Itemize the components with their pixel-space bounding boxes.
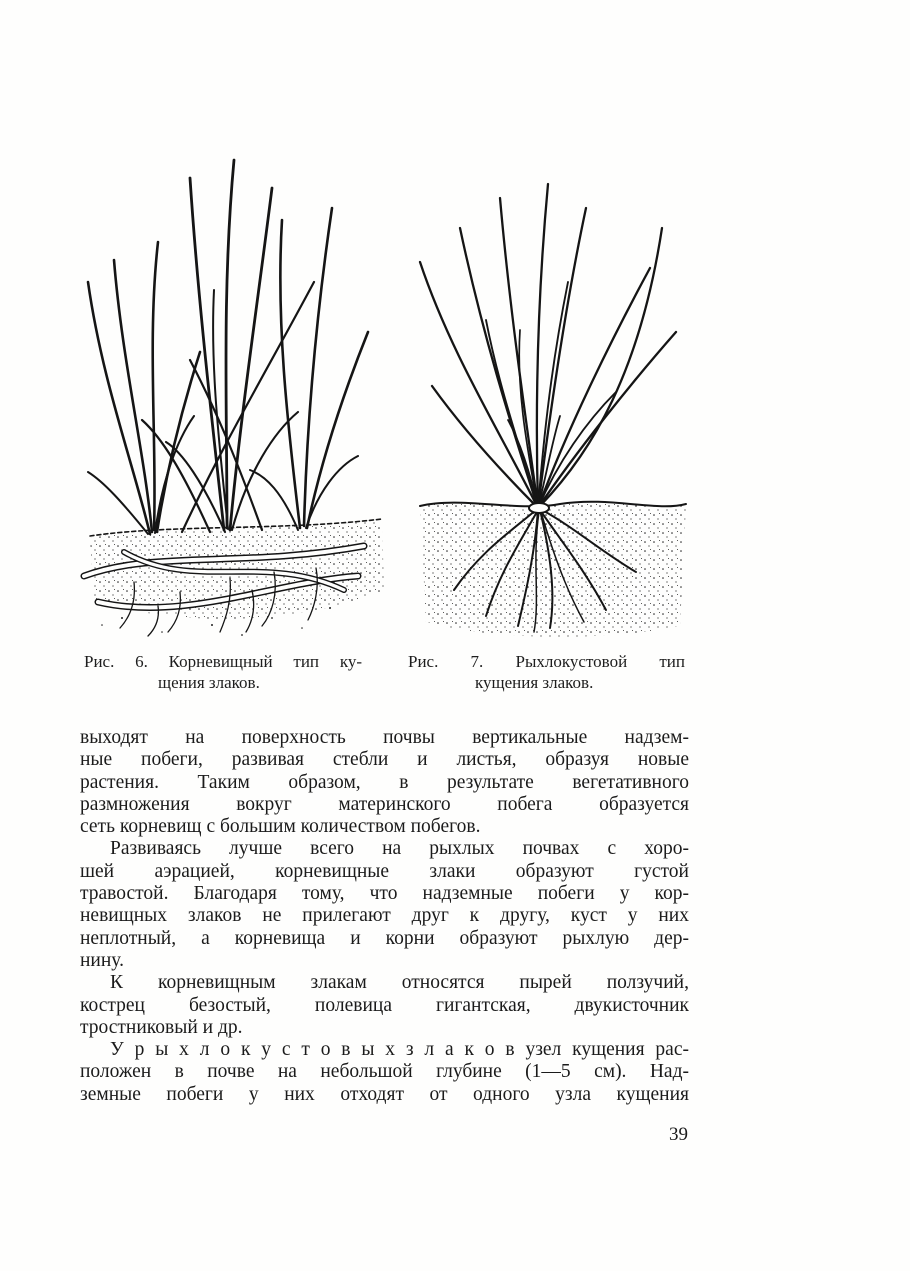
paragraph — [80, 727, 689, 838]
figure-7-caption — [408, 651, 685, 693]
text-line: сеть корневищ с большим количеством побегов. — [80, 816, 481, 838]
text-line: К корневищным злакам относятся пырей ползучий, — [110, 972, 689, 994]
text-line: кострец безостый, полевица гигантская, двукисточник — [80, 994, 689, 1016]
body-text — [80, 727, 689, 1106]
text-line: размножения вокруг материнского побега образуется — [80, 793, 689, 815]
figure-6-caption — [84, 651, 362, 693]
figure-6 — [62, 120, 397, 645]
text-line: земные побеги у них отходят от одного узла кущения — [80, 1083, 689, 1105]
text-line: невищных злаков не прилегают друг к другу, куст у них — [80, 905, 689, 927]
paragraph — [80, 972, 689, 1039]
text-line: положен в почве на небольшой глубине (1—5 см). Над- — [80, 1061, 689, 1083]
figure-6-caption-line1: Рис. 6. Корневищный тип ку- — [84, 652, 362, 671]
text-line: растения. Таким образом, в результате вегетативного — [80, 771, 689, 793]
figure-7 — [400, 170, 705, 645]
text-line: У р ы х л о к у с т о в ы х з л а к о в узел кущения рас- — [110, 1039, 689, 1061]
figure-6-illustration — [62, 120, 397, 645]
figure-7-caption-line2: кущения злаков. — [475, 673, 594, 692]
figure-7-illustration — [400, 170, 705, 645]
text-line: шей аэрацией, корневищные злаки образуют густой — [80, 860, 689, 882]
figure-7-caption-line1: Рис. 7. Рыхлокустовой тип — [408, 652, 685, 671]
paragraph — [80, 1039, 689, 1106]
text-line: выходят на поверхность почвы вертикальные надзем- — [80, 727, 689, 748]
text-line: тростниковый и др. — [80, 1016, 243, 1038]
figure-6-caption-line2: щения злаков. — [158, 673, 260, 692]
text-line: ные побеги, развивая стебли и листья, образуя новые — [80, 749, 689, 771]
paragraph — [80, 838, 689, 972]
text-line: травостой. Благодаря тому, что надземные побеги у кор- — [80, 883, 689, 905]
text-line: неплотный, а корневища и корни образуют рыхлую дер- — [80, 927, 689, 949]
text-line: нину. — [80, 949, 124, 971]
text-line: Развиваясь лучше всего на рыхлых почвах с хоро- — [110, 838, 689, 860]
page-number: 39 — [669, 1124, 688, 1145]
